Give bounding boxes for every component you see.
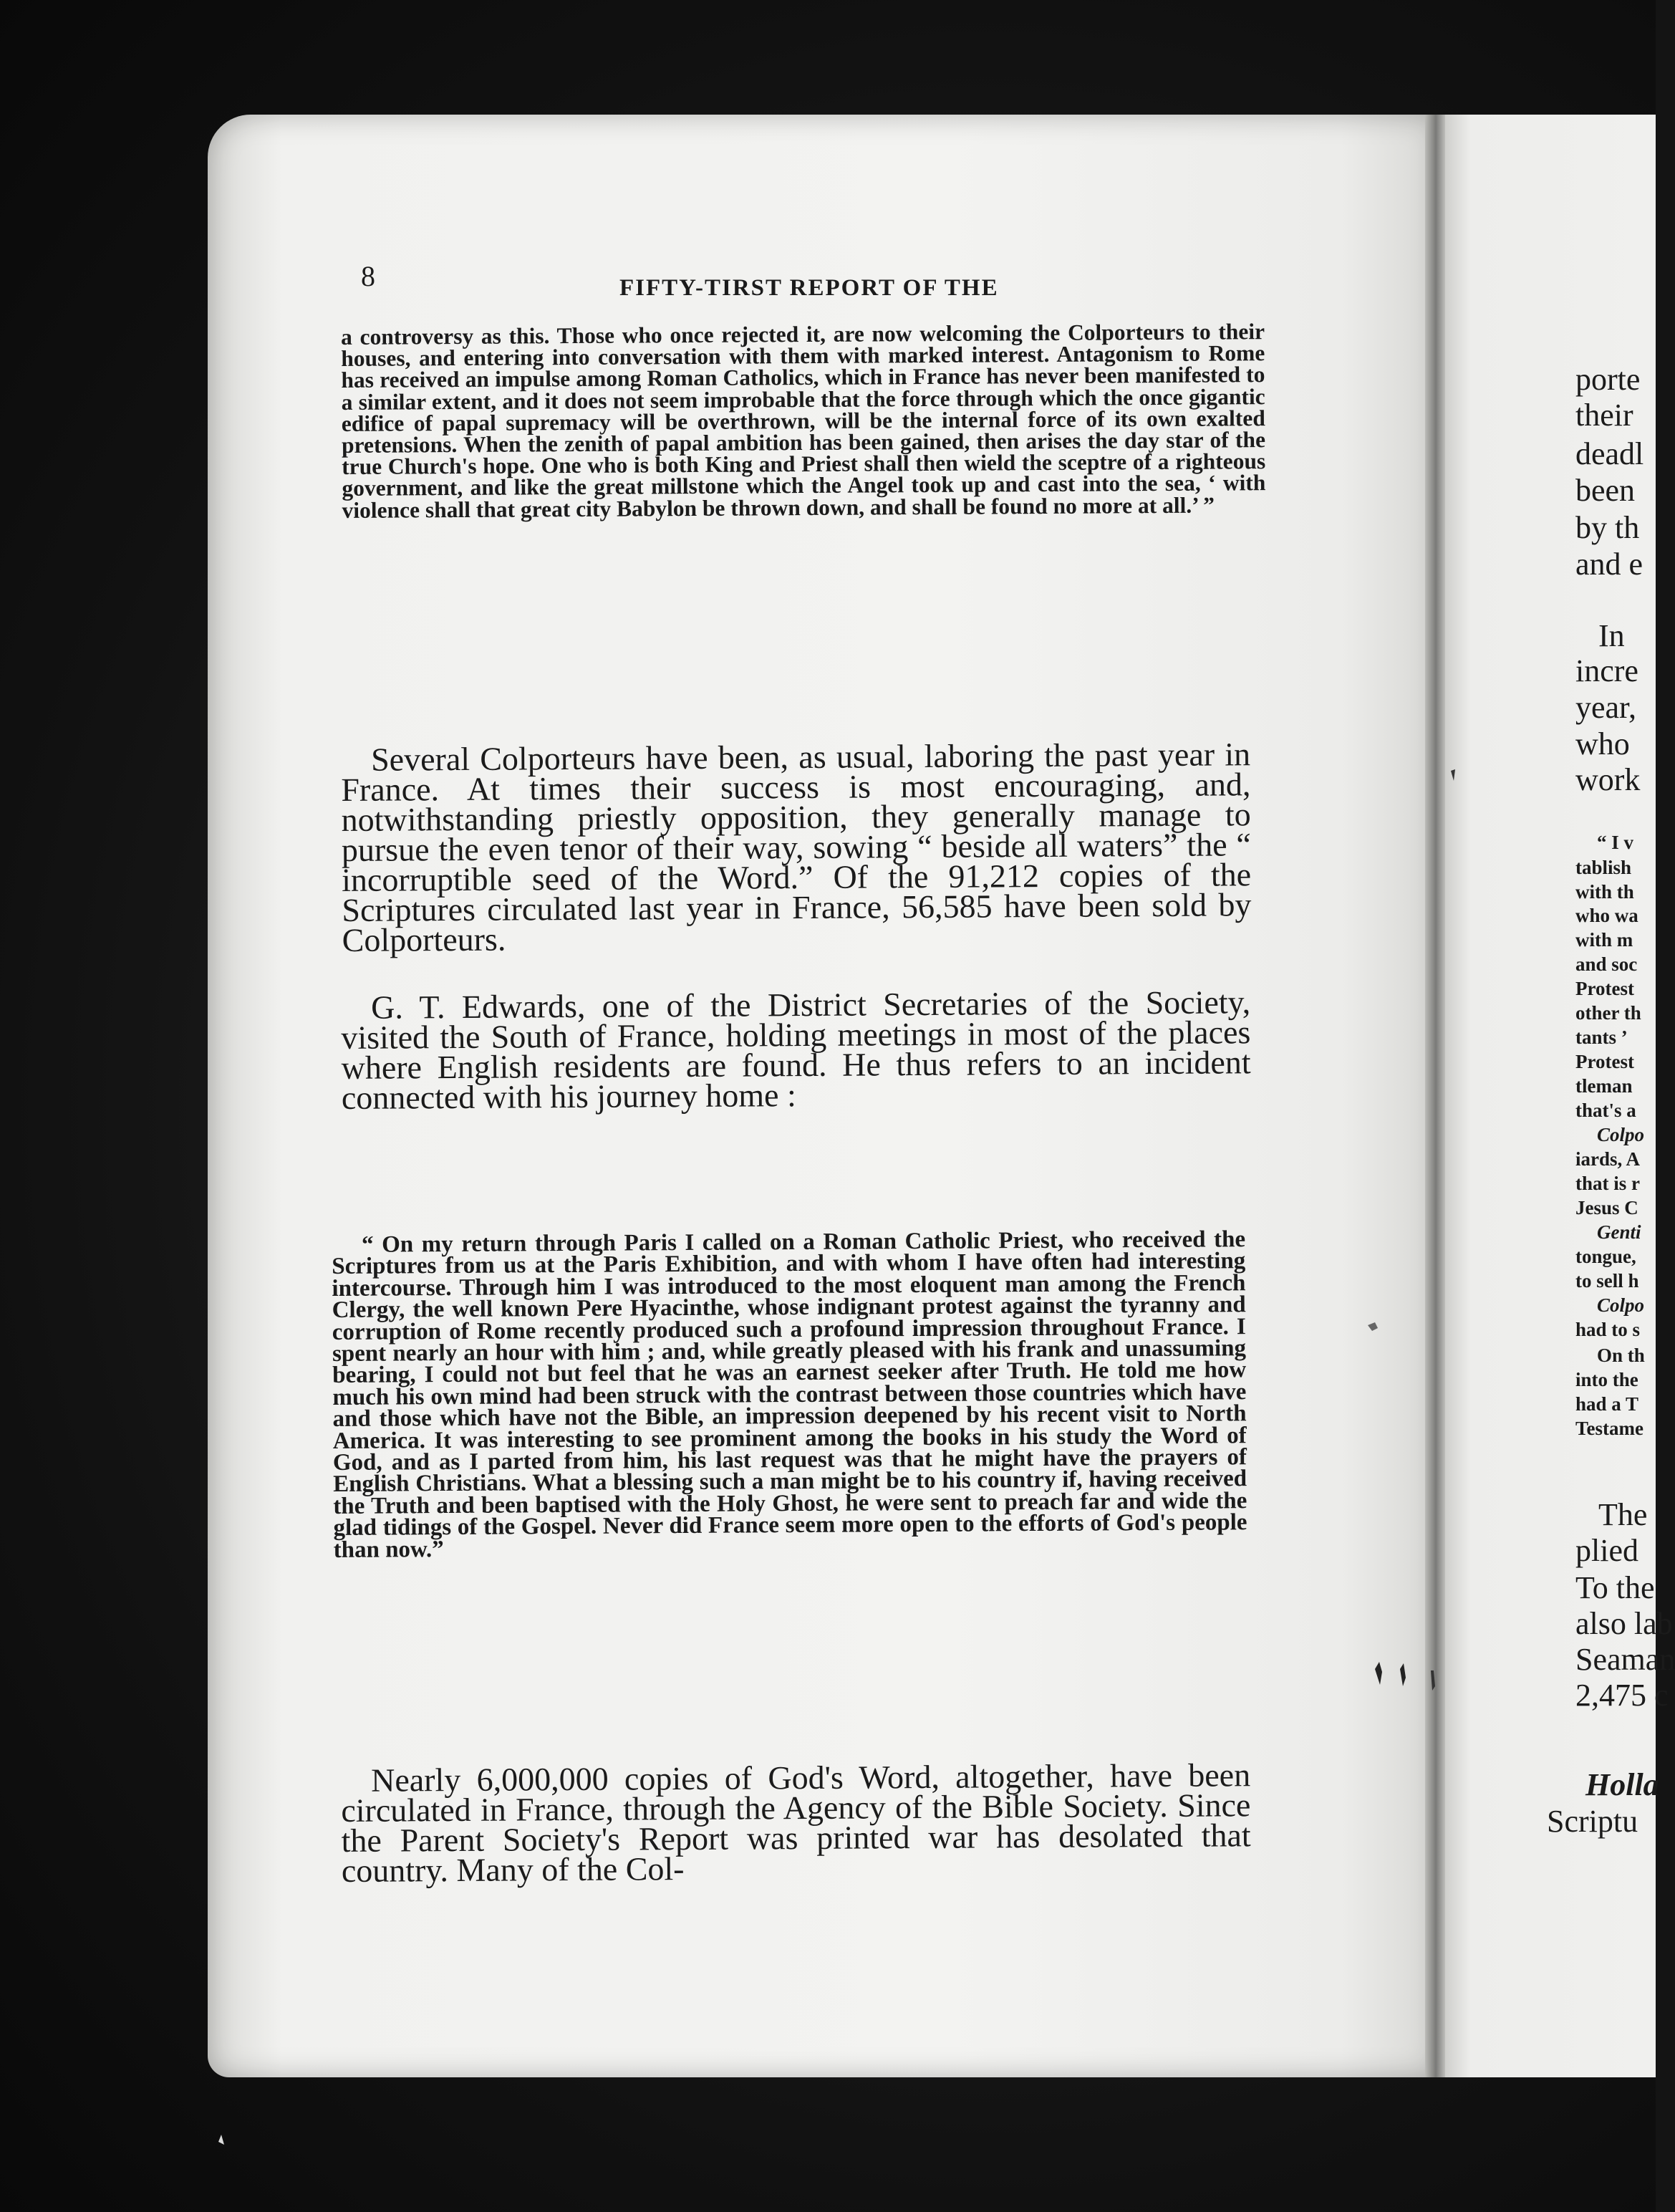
- right-fragment: plied: [1575, 1533, 1638, 1568]
- right-fragment: by th: [1575, 510, 1640, 545]
- right-fragment: Protest: [1575, 1051, 1634, 1072]
- right-fragment: who: [1575, 726, 1630, 761]
- quote-block: a controversy as this. Those who once rejected it, are now welcoming the Colporteurs to their houses, and entering into conversation with them with marked interest. Antagonism to Rome has received an impulse among Roman Catholics, which in France has never been manifested to a similar extent, and it does not seem improbable that the force through which the once gigantic edifice of papal supremacy will be overthrown, will be the internal force of its own exalted pretensions. When the zenith of papal ambition has been gained, then arises the day star of the true Church's hope. One who is both King and Priest shall then wield the sceptre of a righteous government, and like the great millstone which the Angel took up and cast into the sea, ‘ with violence shall that great city Babylon be thrown down, and shall be found no more at all.’ ”: [340, 319, 1266, 523]
- right-fragment: to sell h: [1575, 1270, 1639, 1292]
- right-fragment: other th: [1575, 1002, 1641, 1024]
- right-fragment: The: [1598, 1497, 1648, 1532]
- page-number: 8: [361, 260, 375, 292]
- right-fragment: and soc: [1575, 953, 1638, 975]
- right-fragment: their: [1575, 398, 1633, 433]
- right-fragment: into the: [1575, 1369, 1638, 1390]
- right-fragment: Testame: [1575, 1418, 1643, 1439]
- right-fragment: “ I v: [1597, 832, 1634, 853]
- quote-paris-priest: “ On my return through Paris I called on a Roman Catholic Priest, who received the Scriptures from us at the Paris Exhibition, and with whom I have often had interesting intercourse. Through him I was introduced to the most eloquent man among the French Clergy, the well known Pere Hyacinthe, whose indignant protest against the tyranny and corruption of Rome recently produced such a profound impression throughout France. I spent nearly an hour with him ; and, while greatly pleased with his frank and unassuming bearing, I could not but feel that he was an earnest seeker after Truth. He told me how much his own mind had been struck with the contrast between those countries which have and those which have not the Bible, an impression deepened by his recent visit to North America. It was interesting to see prominent among the books in his study the Word of God, and as I parted from him, his last request was that he might have the prayers of English Christians. What a blessing such a man might be to his country if, having received the Truth and been baptised with the Holy Ghost, he were sent to preach far and wide the glad tidings of the Gospel. Never did France seem more open to the efforts of God's people than now.”: [332, 1226, 1247, 1563]
- right-fragment: work: [1575, 762, 1641, 797]
- right-fragment: with th: [1575, 881, 1634, 903]
- right-fragment: Scriptu: [1547, 1804, 1638, 1839]
- right-fragment: iards, A: [1575, 1148, 1641, 1170]
- right-fragment: tants ’: [1575, 1026, 1628, 1048]
- right-fragment: had to s: [1575, 1319, 1641, 1340]
- right-fragment: tleman: [1575, 1075, 1633, 1097]
- right-fragment: that is r: [1575, 1173, 1640, 1194]
- right-fragment: Seaman: [1575, 1642, 1675, 1677]
- right-fragment: tablish: [1575, 857, 1632, 878]
- right-fragment: Colpo: [1597, 1294, 1645, 1316]
- right-fragment: been: [1575, 473, 1636, 508]
- right-fragment: who wa: [1575, 905, 1638, 926]
- right-fragment: 2,475 c: [1575, 1678, 1669, 1713]
- right-fragment: Jesus C: [1575, 1197, 1638, 1218]
- right-fragment: Protest: [1575, 978, 1634, 999]
- right-fragment: Holla: [1585, 1767, 1659, 1802]
- right-fragment: with m: [1575, 929, 1633, 951]
- running-head: FIFTY-TIRST REPORT OF THE: [619, 275, 999, 301]
- right-fragment: and e: [1575, 547, 1643, 582]
- right-fragment: Colpo: [1597, 1124, 1645, 1145]
- right-fragment: On th: [1597, 1345, 1645, 1366]
- paragraph-edwards: G. T. Edwards, one of the District Secretaries of the Society, visited the South of France, holding meetings in most of the places where English residents are found. He thus refers to an incident connected with his journey home :: [341, 984, 1251, 1116]
- right-fragment: In: [1598, 618, 1625, 653]
- right-fragment: year,: [1575, 690, 1636, 725]
- right-fragment: incre: [1575, 653, 1638, 688]
- right-fragment: that's a: [1575, 1100, 1636, 1121]
- right-fragment: deadl: [1575, 436, 1644, 471]
- right-fragment: To the: [1575, 1570, 1655, 1605]
- right-fragment: also lab: [1575, 1606, 1673, 1641]
- right-fragment: porte: [1575, 362, 1641, 397]
- right-fragment: had a T: [1575, 1393, 1639, 1415]
- paragraph-colporteurs: Several Colporteurs have been, as usual, laboring the past year in France. At times their success is most encouraging, and, notwithstanding priestly opposition, they generally manage to pursue the even tenor of their way, sowing “ beside all waters” the “ incorruptible seed of the Word.” Of the 91,212 copies of the Scriptures circulated last year in France, 56,585 have been sold by Colporteurs.: [341, 736, 1252, 958]
- right-fragment: tongue,: [1575, 1246, 1636, 1267]
- right-fragment: Genti: [1597, 1221, 1641, 1243]
- paragraph-final: Nearly 6,000,000 copies of God's Word, altogether, have been circulated in France, through the Agency of the Bible Society. Since the Parent Society's Report was printed war has desolated that country. Many of the Col-: [341, 1756, 1251, 1889]
- book-gutter: [1425, 115, 1447, 2077]
